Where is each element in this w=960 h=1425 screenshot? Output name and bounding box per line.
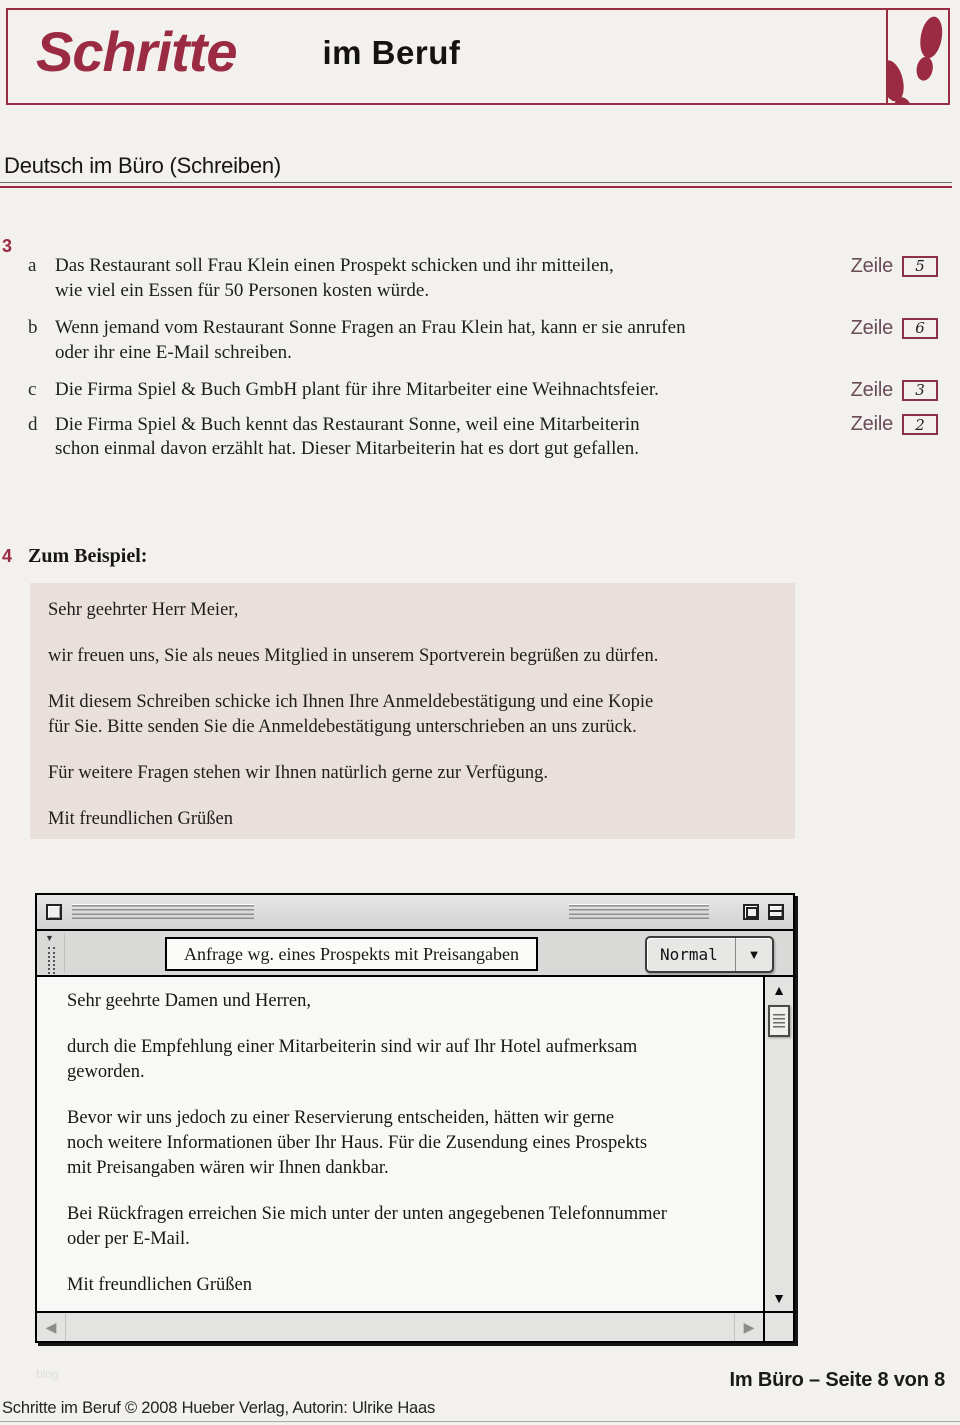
scrollbar-thumb[interactable] xyxy=(768,1005,790,1037)
footer-rule xyxy=(0,1421,960,1422)
letter-paragraph: Mit diesem Schreiben schicke ich Ihnen Ihre Anmeldebestätigung und eine Kopie für Sie. Bitte senden Sie die Anmeldebestätigung unterschrieben an uns zurück. xyxy=(48,692,654,737)
zeile-field xyxy=(851,254,952,278)
zeile-label: Zeile xyxy=(850,254,893,277)
item-text: Wenn jemand vom Restaurant Sonne Fragen an Frau Klein hat, kann er sie anrufen oder ihr eine E-Mail schreiben. xyxy=(55,317,686,363)
close-box-icon[interactable] xyxy=(46,904,62,920)
doc-paragraph: Bevor wir uns jedoch zu einer Reservierung entscheiden, hätten wir gerne noch weitere Informationen über Ihr Haus. Für die Zusendung eines Prospekts mit Preisangaben wären wir Ihnen dankbar. xyxy=(67,1108,648,1178)
example-letter-box xyxy=(30,583,795,839)
item-text: Das Restaurant soll Frau Klein einen Prospekt schicken und ihr mitteilen, wie viel ein Essen für 50 Personen kosten würde. xyxy=(55,255,614,301)
ruler-marker-icon[interactable]: ▼ xyxy=(45,933,54,943)
doc-paragraph: durch die Empfehlung einer Mitarbeiterin sind wir auf Ihr Hotel aufmerksam geworden. xyxy=(67,1037,638,1082)
letter-paragraph: Für weitere Fragen stehen wir Ihnen natürlich gerne zur Verfügung. xyxy=(48,763,549,783)
exercise-4-heading xyxy=(0,545,400,573)
horizontal-scrollbar[interactable] xyxy=(37,1311,793,1341)
scroll-left-icon[interactable]: ◀ xyxy=(45,1318,57,1335)
document-text-area[interactable] xyxy=(37,977,763,1311)
list-item-d xyxy=(28,413,952,462)
letter-paragraph: wir freuen uns, Sie als neues Mitglied in unserem Sportverein begrüßen zu dürfen. xyxy=(48,646,659,666)
exercise-3-number: 3 xyxy=(2,236,13,256)
zeile-label: Zeile xyxy=(850,378,893,401)
titlebar-stripes xyxy=(72,904,254,920)
titlebar-stripes xyxy=(569,904,709,920)
list-item-c xyxy=(28,378,952,403)
scroll-up-icon[interactable]: ▲ xyxy=(772,982,786,998)
exercise-3-items xyxy=(28,254,952,462)
zeile-answer-box[interactable]: 6 xyxy=(902,318,938,339)
item-letter: d xyxy=(28,413,38,435)
section-rule-thin xyxy=(0,182,952,183)
zeile-label: Zeile xyxy=(850,413,893,435)
scrollbar-corner xyxy=(763,1313,793,1341)
item-letter: b xyxy=(28,317,38,338)
brand-subtitle: im Beruf xyxy=(322,34,461,71)
vertical-scrollbar[interactable] xyxy=(763,977,793,1311)
letter-salutation: Sehr geehrter Herr Meier, xyxy=(48,600,239,620)
list-item-b xyxy=(28,316,952,365)
zeile-label: Zeile xyxy=(850,316,893,339)
zeile-answer-box[interactable]: 5 xyxy=(902,256,938,277)
section-title: Deutsch im Büro (Schreiben) xyxy=(4,153,282,178)
exercise-3 xyxy=(0,238,952,475)
copyright-line: Schritte im Beruf © 2008 Hueber Verlag, Autorin: Ulrike Haas xyxy=(2,1399,436,1417)
watermark: blog xyxy=(36,1367,59,1381)
section-rule-accent xyxy=(0,186,952,188)
zoom-box-icon[interactable] xyxy=(743,904,759,920)
style-dropdown-value: Normal xyxy=(660,945,718,964)
window-main xyxy=(37,977,793,1311)
exercise-4-title: Zum Beispiel: xyxy=(28,545,148,567)
item-letter: c xyxy=(28,379,37,400)
letter-closing: Mit freundlichen Grüßen xyxy=(48,809,233,829)
doc-salutation: Sehr geehrte Damen und Herren, xyxy=(67,991,311,1011)
doc-paragraph: Bei Rückfragen erreichen Sie mich unter der unten angegebenen Telefonnummer oder per E-Mail. xyxy=(67,1204,667,1249)
item-text: Die Firma Spiel & Buch GmbH plant für ihre Mitarbeiter eine Weihnachtsfeier. xyxy=(55,379,659,400)
chevron-down-icon[interactable]: ▼ xyxy=(747,947,761,962)
window-titlebar[interactable] xyxy=(37,895,793,931)
scroll-down-icon[interactable]: ▼ xyxy=(772,1290,786,1306)
style-dropdown[interactable] xyxy=(645,936,774,973)
window-toolbar xyxy=(37,931,793,977)
page-number: Im Büro – Seite 8 von 8 xyxy=(729,1369,945,1391)
item-text: Die Firma Spiel & Buch kennt das Restaurant Sonne, weil eine Mitarbeiterin schon einmal davon erzählt hat. Dieser Mitarbeiterin hat es dort gut gefallen. xyxy=(55,413,640,459)
exercise-4-number: 4 xyxy=(2,546,13,566)
list-item-a xyxy=(28,254,952,303)
toolbar-divider xyxy=(64,933,65,973)
zeile-field xyxy=(851,413,952,437)
scroll-right-icon[interactable]: ▶ xyxy=(743,1318,755,1335)
footprints-icon xyxy=(886,10,948,103)
ruler-dots-icon xyxy=(48,947,55,974)
zeile-field xyxy=(851,378,952,402)
brand-title: Schritte xyxy=(36,20,237,83)
zeile-answer-box[interactable]: 2 xyxy=(902,414,938,435)
item-letter: a xyxy=(28,255,37,276)
header xyxy=(6,8,950,105)
zeile-answer-box[interactable]: 3 xyxy=(902,380,938,401)
word-processor-window xyxy=(35,893,795,1343)
zeile-field xyxy=(851,316,952,340)
doc-closing: Mit freundlichen Grüßen xyxy=(67,1275,252,1295)
collapse-box-icon[interactable] xyxy=(768,904,784,920)
scroll-track[interactable] xyxy=(65,1313,735,1341)
brand xyxy=(8,10,886,103)
thumb-grip-icon xyxy=(773,1014,785,1028)
subject-input[interactable]: Anfrage wg. eines Prospekts mit Preisangaben xyxy=(165,937,538,971)
